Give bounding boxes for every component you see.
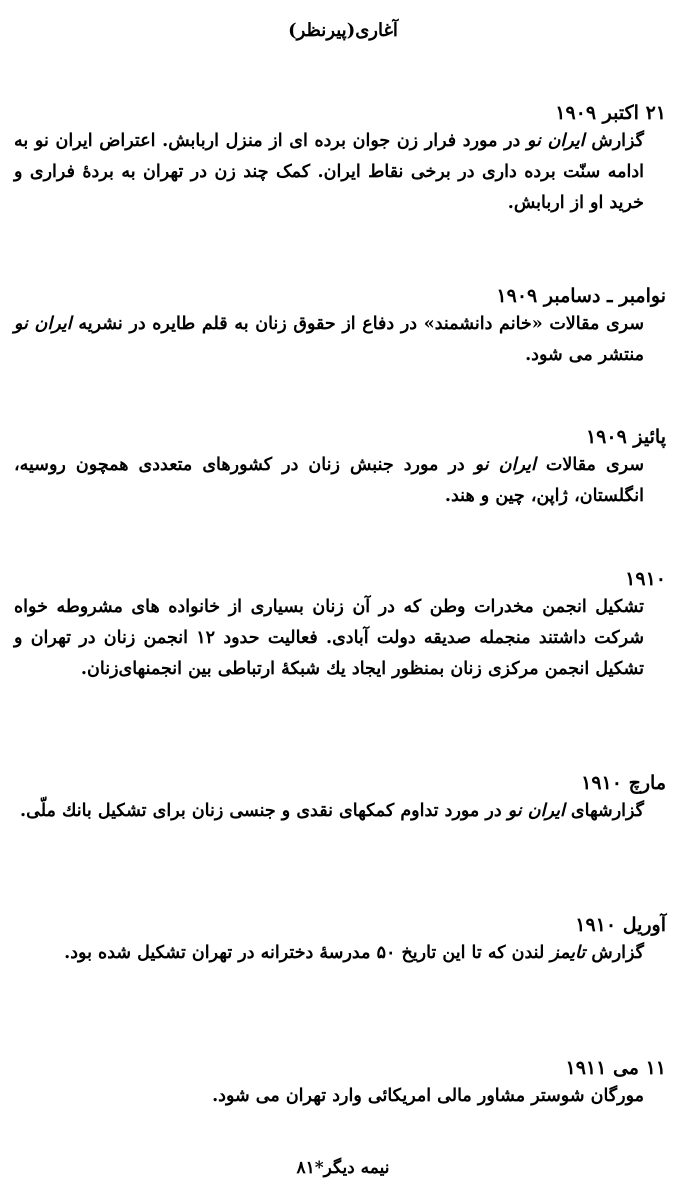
timeline-entry — [14, 770, 666, 827]
timeline-entry — [14, 912, 666, 969]
page-footer: نیمه دیگر*۸۱ — [296, 1158, 390, 1178]
entry-date: نوامبر ـ دسامبر ۱۹۰۹ — [496, 285, 666, 307]
entry-date: ۱۱ می ۱۹۱۱ — [565, 1057, 666, 1079]
publication-name: تایمز — [550, 943, 586, 963]
entry-text: گزارش ایران نو در مورد فرار زن جوان برده ای از منزل اربابش. اعتراض ایران نو به ادامه سنّت برده داری در برخی نقاط ایران. کمک چند زن در تهران به بردهٔ فراری و خرید او از اربابش. — [14, 131, 644, 213]
entry-text: سری مقالات «خانم دانشمند» در دفاع از حقوق زنان به قلم طایره در نشریه ایران نو منتشر می شود. — [14, 314, 644, 365]
publication-name: ایران نو — [507, 801, 565, 821]
entry-date: ۲۱ اکتبر ۱۹۰۹ — [555, 102, 666, 124]
publication-name: ایران نو — [14, 314, 72, 334]
entry-date: ۱۹۱۰ — [625, 568, 666, 590]
entry-date: آوریل ۱۹۱۰ — [575, 914, 666, 936]
entry-text: گزارش تایمز لندن که تا این تاریخ ۵۰ مدرسهٔ دخترانه در تهران تشکیل شده بود. — [64, 943, 644, 963]
entry-text: تشکیل انجمن مخدرات وطن که در آن زنان بسیاری از خانواده های مشروطه خواه شرکت داشتند منجمله صدیقه دولت آبادی. فعالیت حدود ۱۲ انجمن زنان در تهران و تشکیل انجمن مرکزی زنان بمنظور ایجاد یك شبکهٔ ارتباطی بین انجمنهای‌زنان. — [14, 597, 644, 679]
timeline-entry — [14, 283, 666, 371]
publication-name: ایران نو — [527, 131, 585, 151]
entry-date: مارچ ۱۹۱۰ — [581, 772, 666, 794]
entry-text: مورگان شوستر مشاور مالی امریکائی وارد تهران می شود. — [212, 1086, 644, 1106]
publication-name: ایران نو — [474, 455, 536, 475]
timeline-entry — [14, 566, 666, 685]
timeline-entry — [14, 100, 666, 219]
entry-text: گزارشهای ایران نو در مورد تداوم کمکهای نقدی و جنسی زنان برای تشکیل بانك ملّی. — [20, 801, 644, 821]
entry-date: پائیز ۱۹۰۹ — [585, 426, 666, 448]
timeline-entry — [14, 424, 666, 512]
timeline-entry — [14, 1055, 666, 1112]
entry-text: سری مقالات ایران نو در مورد جنبش زنان در کشورهای متعددی همچون روسیه، انگلستان، ژاپن، چین و هند. — [14, 455, 644, 506]
running-header: آغاری(پیرنظر) — [288, 20, 398, 41]
